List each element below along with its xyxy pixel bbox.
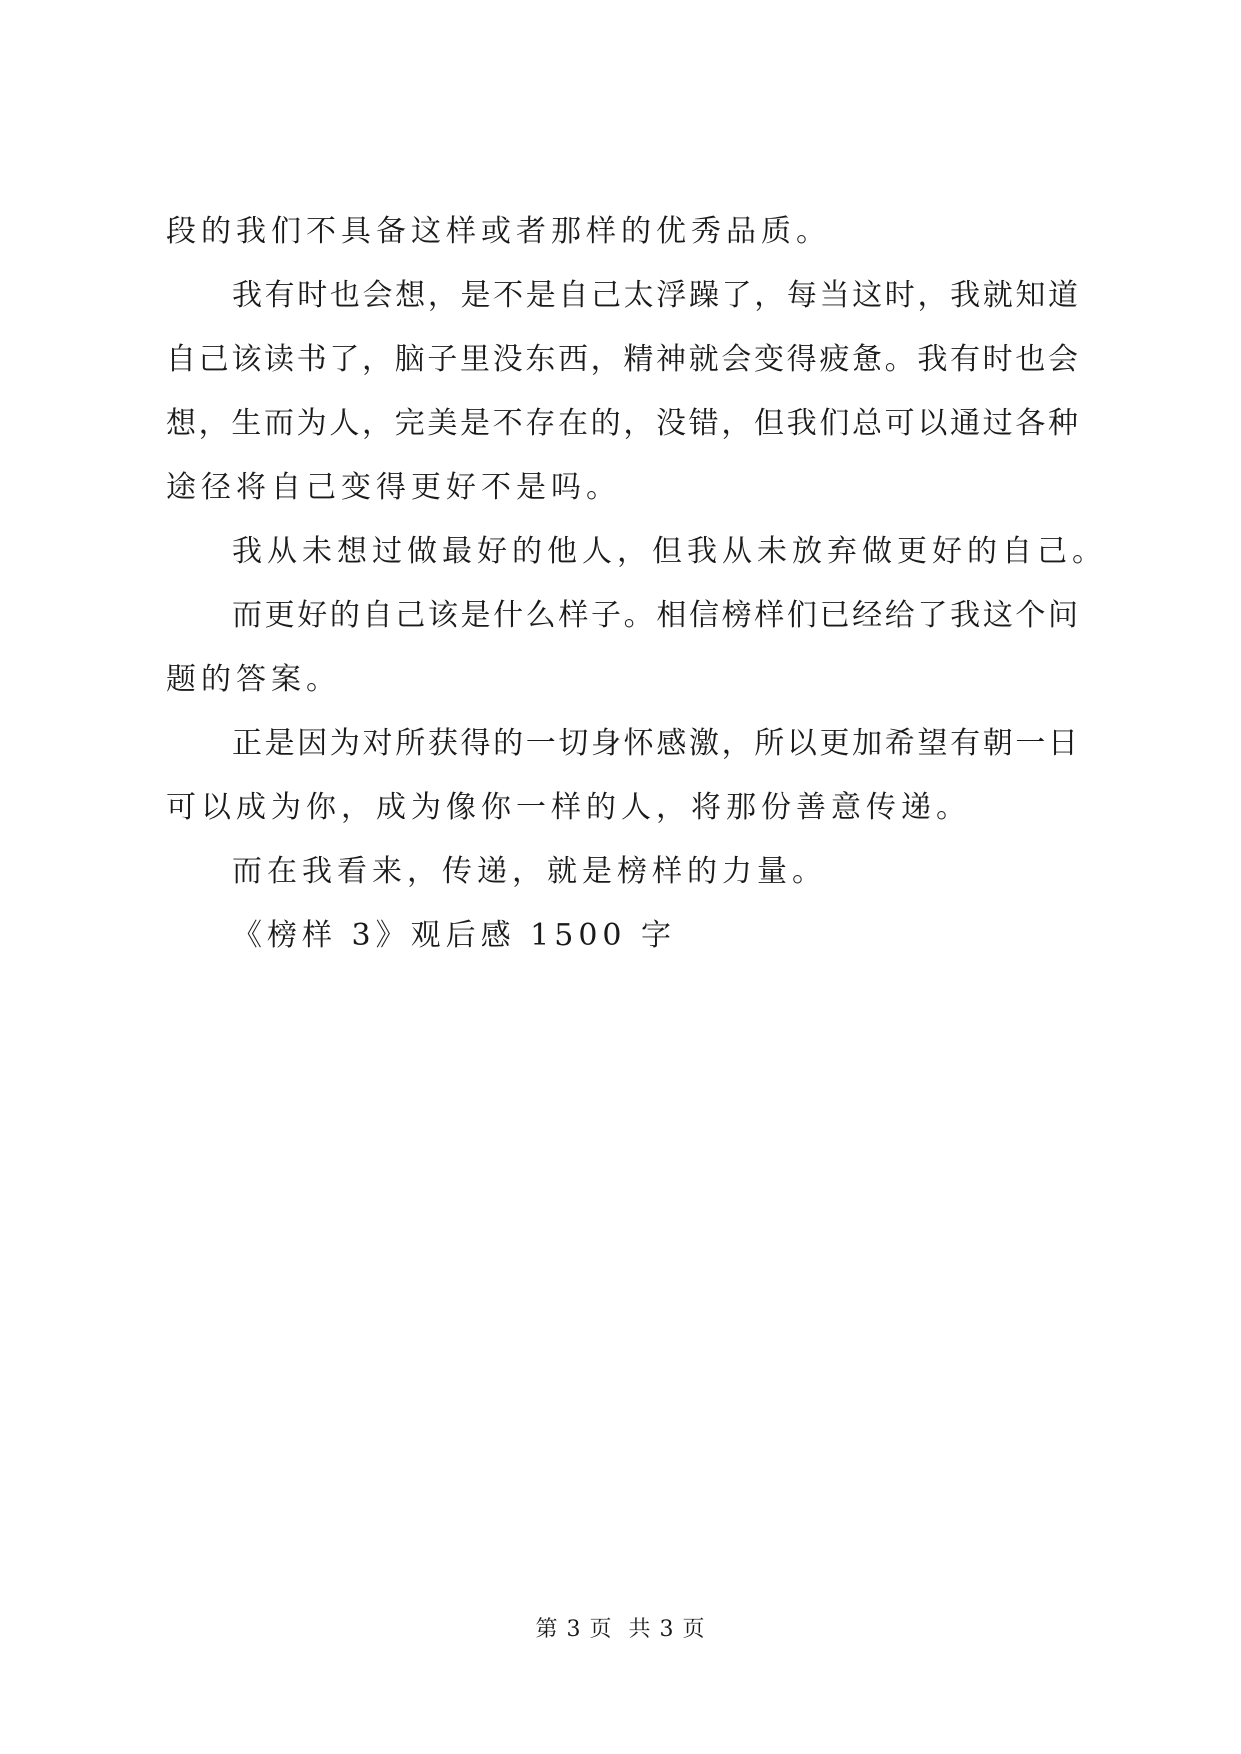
text-line: 而在我看来，传递，就是榜样的力量。 (232, 854, 827, 889)
text-line: 途径将自己变得更好不是吗。 (166, 470, 621, 505)
text-line: 正是因为对所获得的一切身怀感激，所以更加希望有朝一日 (232, 726, 1078, 761)
text-line: 想，生而为人，完美是不存在的，没错，但我们总可以通过各种 (166, 406, 1078, 441)
page-footer: 第 3 页 共 3 页 (535, 1617, 706, 1642)
text-line: 自己该读书了，脑子里没东西，精神就会变得疲惫。我有时也会 (166, 342, 1078, 377)
text-line: 段的我们不具备这样或者那样的优秀品质。 (166, 214, 831, 249)
text-line: 可以成为你，成为像你一样的人，将那份善意传递。 (166, 790, 971, 825)
text-line: 题的答案。 (166, 662, 341, 697)
text-line: 而更好的自己该是什么样子。相信榜样们已经给了我这个问 (232, 598, 1078, 633)
document-body (166, 200, 1107, 968)
article-title-line: 《榜样 3》观后感 1500 字 (232, 918, 677, 953)
text-line: 我有时也会想，是不是自己太浮躁了，每当这时，我就知道 (232, 278, 1078, 313)
text-line: 我从未想过做最好的他人，但我从未放弃做更好的自己。 (232, 534, 1107, 569)
